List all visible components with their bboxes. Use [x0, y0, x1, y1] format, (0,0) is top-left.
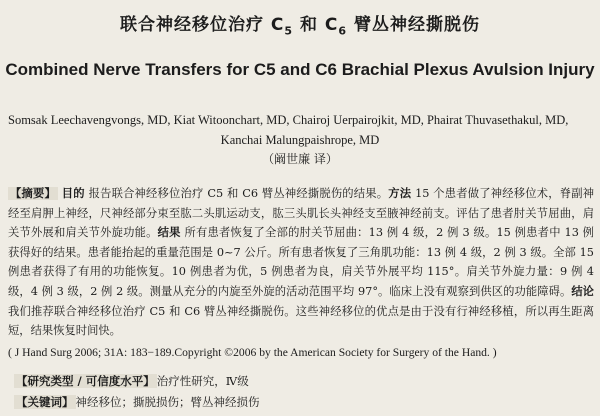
- purpose-text: 报告联合神经移位治疗 C5 和 C6 臂丛神经撕脱伤的结果。: [88, 187, 389, 200]
- abstract-label: 【摘要】: [10, 187, 56, 200]
- keywords-label: 【关键词】: [16, 395, 74, 409]
- english-title: Combined Nerve Transfers for C5 and C6 Brachial Plexus Avulsion Injury: [5, 60, 595, 79]
- conclusion-text: 我们推荐联合神经移位治疗 C5 和 C6 臂丛神经撕脱伤。这些神经移位的优点是由于没有行神经移植，所以再生距离短，结果恢复时间快。: [8, 304, 594, 338]
- keywords-value: 神经移位；撕脱损伤；臂丛神经损伤: [75, 395, 260, 409]
- method-text: 15 个患者做了神经移位术，脊副神经至肩胛上神经，尺神经部分束至肱二头肌运动支，肱三头肌长头神经支至腋神经前支。评估了患者肘关节屈曲，肩关节外展和肩关节外旋功能。: [8, 187, 594, 240]
- study-type-label: 【研究类型 / 可信度水平】: [16, 374, 155, 388]
- study-type-row: [14, 373, 594, 389]
- conclusion-label: 结论: [571, 284, 594, 298]
- method-label: 方法: [388, 187, 412, 200]
- authors-line-1: Somsak Leechavengvongs, MD, Kiat Witoonchart, MD, Chairoj Uerpairojkit, MD, Phairat Thuvasethakul, MD,: [8, 113, 569, 127]
- study-type-value: 治疗性研究，Ⅳ级: [156, 374, 249, 388]
- purpose-label: 目的: [61, 187, 85, 200]
- author-list: [8, 110, 592, 150]
- abstract: [8, 184, 594, 341]
- authors-line-2: Kanchai Malungpaishrope, MD: [220, 133, 380, 147]
- keywords-row: [14, 394, 594, 410]
- translator-credit: （阚世廉 译）: [262, 152, 338, 166]
- result-label: 结果: [157, 226, 181, 240]
- citation: ( J Hand Surg 2006; 31A: 183−189.Copyright ©2006 by the American Society for Surgery of the Hand. ): [8, 346, 497, 359]
- chinese-title: 联合神经移位治疗 $C_5$ 和 $C_6$ 臂丛神经撕脱伤: [120, 15, 480, 38]
- result-text: 所有患者恢复了全部的肘关节屈曲：13 例 4 级，2 例 3 级。15 例患者中 13 例获得好的结果。患者能抬起的重量范围是 0~7 公斤。所有患者恢复了三角肌功能：13 例 4 级，2 例 3 级。全部 15 例患者获得了有用的功能恢复。10 例患者为优，5 例患者为良，肩关节外展平均 115°。肩关节外旋力量：9 例 4 级，4 例 3 级，2 例 2 级。测量从充分的内旋至外旋的活动范围平均 97°。临床上没有观察到供区的功能障碍。: [8, 226, 594, 298]
